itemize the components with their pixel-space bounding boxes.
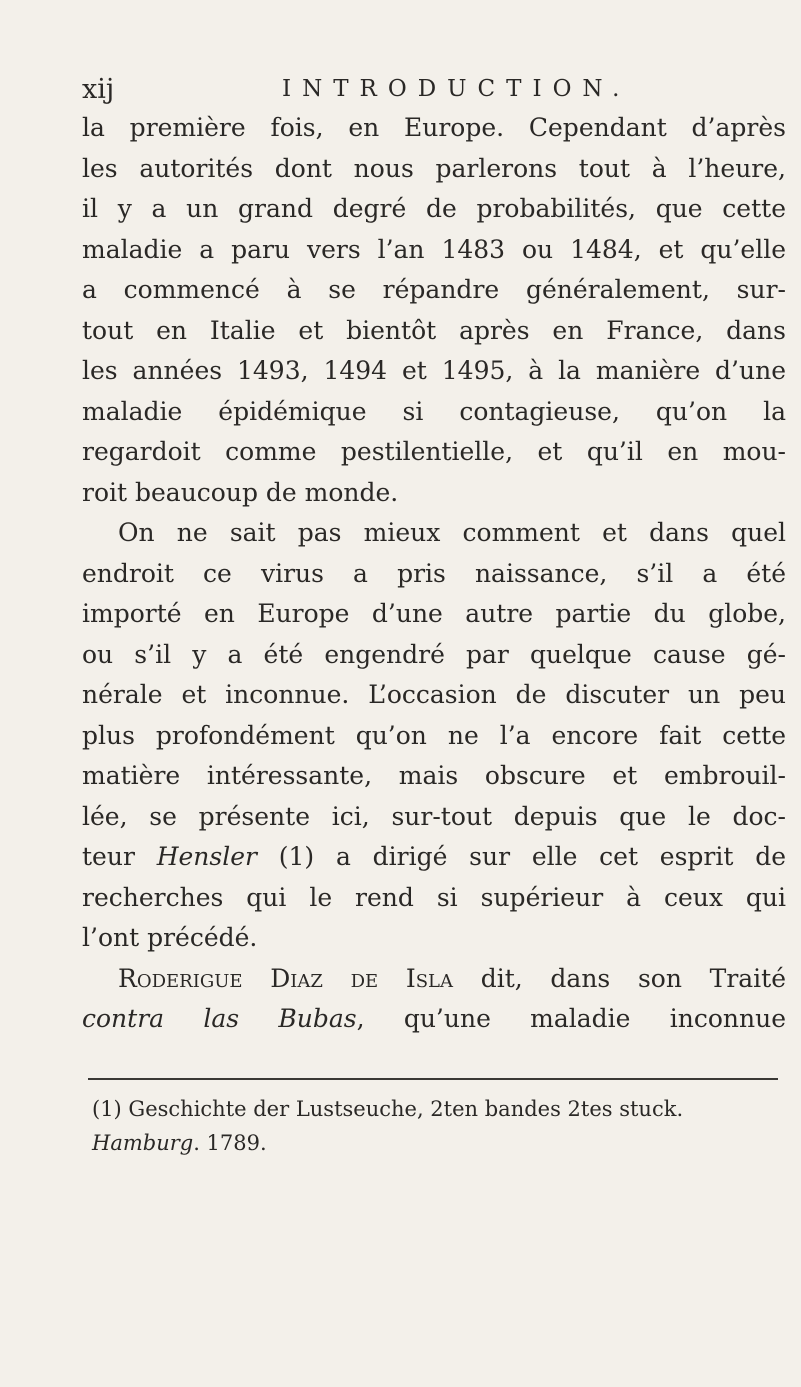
text-line [82, 959, 786, 1000]
text-line: tout en Italie et bientôt après en France, dans [82, 315, 786, 345]
running-head [82, 74, 782, 106]
text-line: maladie a paru vers l’an 1483 ou 1484, et qu’elle [82, 234, 786, 264]
footnote-line: (1) Geschichte der Lustseuche, 2ten bandes 2tes stuck. [92, 1097, 684, 1121]
footnote-year: . 1789. [193, 1131, 267, 1155]
body-text [82, 108, 786, 1040]
text-line: recherches qui le rend si supérieur à ceux qui [82, 882, 786, 912]
author-name-italic: Hensler [156, 842, 257, 871]
text-line: maladie épidémique si contagieuse, qu’on la [82, 396, 786, 426]
text-line [82, 837, 786, 878]
author-name-smallcaps: Roderigue Diaz de Isla [118, 963, 454, 993]
footnote-line [92, 1126, 782, 1160]
text-line: les années 1493, 1494 et 1495, à la manière d’une [82, 356, 786, 385]
text-line: lée, se présente ici, sur-tout depuis que le doc- [82, 801, 786, 831]
text-line: On ne sait pas mieux comment et dans quel [118, 518, 786, 547]
text-line: plus profondément qu’on ne l’a encore fait cette [82, 720, 786, 750]
text-line: roit beaucoup de monde. [82, 477, 399, 507]
footnotes [92, 1092, 782, 1160]
text-line: importé en Europe d’une autre partie du globe, [82, 599, 786, 628]
text-line: regardoit comme pestilentielle, et qu’il en mou- [82, 437, 786, 466]
page-number: xij [82, 74, 115, 105]
running-head-title: INTRODUCTION. [282, 76, 631, 102]
text-segment: , qu’une maladie inconnue [356, 1004, 786, 1033]
text-line: a commencé à se répandre généralement, sur- [82, 275, 786, 304]
text-line: il y a un grand degré de probabilités, que cette [82, 194, 786, 223]
text-line: nérale et inconnue. L’occasion de discuter un peu [82, 680, 786, 709]
text-segment: (1) a dirigé sur elle cet esprit de [256, 842, 787, 871]
text-line: ou s’il y a été engendré par quelque cause gé- [82, 639, 786, 669]
footnote-place-italic: Hamburg [92, 1131, 194, 1155]
footnote-rule [88, 1078, 778, 1080]
text-line: matière intéressante, mais obscure et embrouil- [82, 761, 786, 790]
text-segment: teur [82, 842, 157, 871]
text-line: les autorités dont nous parlerons tout à l’heure, [82, 153, 786, 183]
text-segment: dit, dans son Traité [453, 963, 787, 993]
work-title-italic: contra las Bubas [82, 1004, 357, 1033]
text-line [82, 999, 786, 1040]
text-line: endroit ce virus a pris naissance, s’il a été [82, 558, 786, 588]
text-line: l’ont précédé. [82, 923, 258, 952]
text-line: la première fois, en Europe. Cependant d’après [82, 113, 786, 142]
